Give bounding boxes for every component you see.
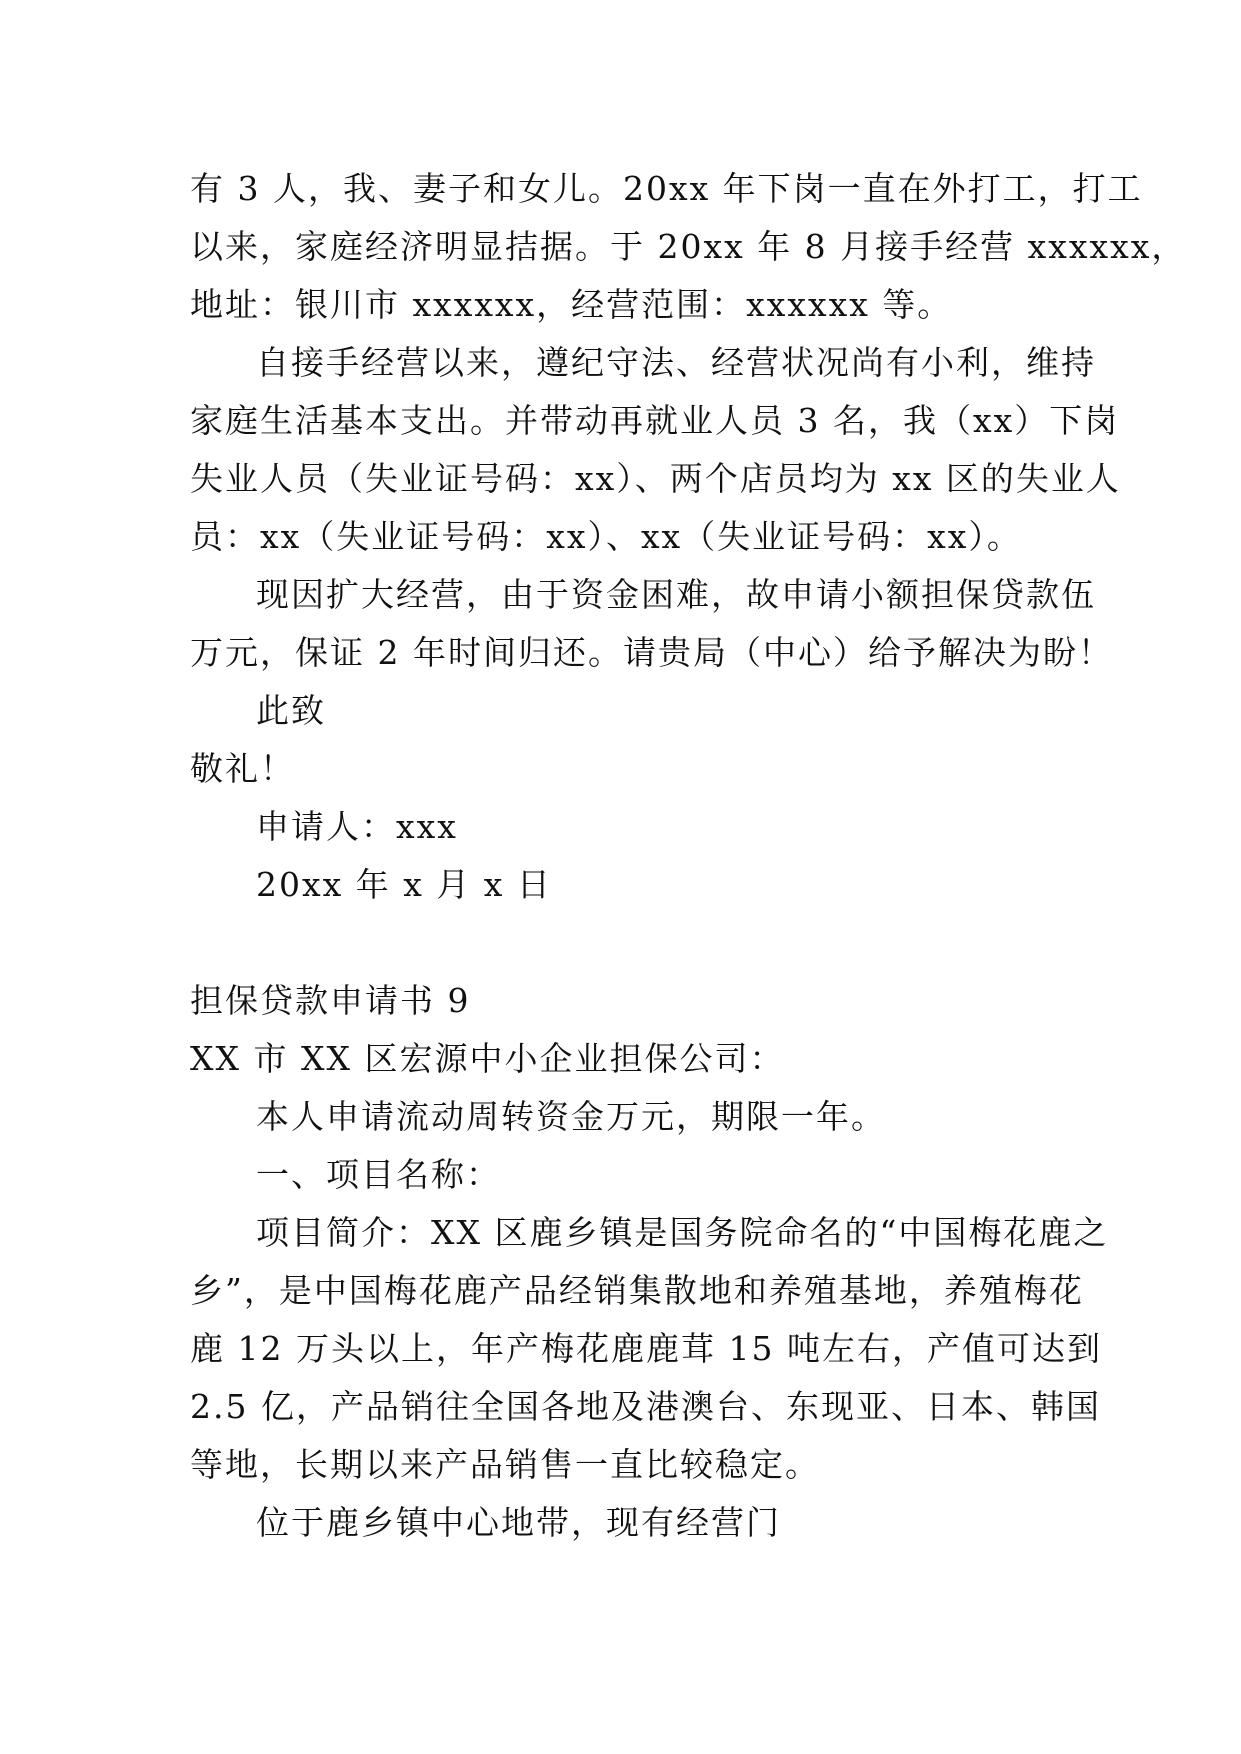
text-line: 地址：银川市 xxxxxx，经营范围：xxxxxx 等。: [190, 285, 953, 324]
text-line: 以来，家庭经济明显拮据。于 20xx 年 8 月接手经营 xxxxxx，: [190, 227, 1187, 266]
document-page: [190, 160, 1187, 1552]
text-line: 万元，保证 2 年时间归还。请贵局（中心）给予解决为盼！: [190, 633, 1113, 672]
addressee: XX 市 XX 区宏源中小企业担保公司：: [190, 1039, 785, 1078]
text-line: 项目简介：XX 区鹿乡镇是国务院命名的“中国梅花鹿之: [256, 1213, 1109, 1252]
text-line: 家庭生活基本支出。并带动再就业人员 3 名，我（xx）下岗: [190, 401, 1120, 440]
letter-date: 20xx 年 x 月 x 日: [256, 865, 552, 904]
closing-salutation: 此致: [256, 691, 326, 730]
text-line: 一、项目名称：: [256, 1155, 501, 1194]
section-title: 担保贷款申请书 9: [190, 981, 471, 1020]
applicant-signature: 申请人：xxx: [256, 807, 458, 846]
section-gap: [190, 914, 1070, 972]
text-line: 等地，长期以来产品销售一直比较稳定。: [190, 1445, 820, 1484]
text-line: 本人申请流动周转资金万元，期限一年。: [256, 1097, 886, 1136]
text-line: 位于鹿乡镇中心地带，现有经营门: [256, 1503, 781, 1542]
text-line: 鹿 12 万头以上，年产梅花鹿鹿茸 15 吨左右，产值可达到: [190, 1329, 1102, 1368]
text-line: 失业人员（失业证号码：xx）、两个店员均为 xx 区的失业人: [190, 459, 1121, 498]
text-line: 自接手经营以来，遵纪守法、经营状况尚有小利，维持: [256, 343, 1096, 382]
text-line: 乡”，是中国梅花鹿产品经销集散地和养殖基地，养殖梅花: [190, 1271, 1084, 1310]
closing-respect: 敬礼！: [190, 749, 295, 788]
text-line: 有 3 人，我、妻子和女儿。20xx 年下岗一直在外打工，打工: [190, 169, 1143, 208]
text-line: 2.5 亿，产品销往全国各地及港澳台、东现亚、日本、韩国: [190, 1387, 1101, 1426]
text-line: 员：xx（失业证号码：xx）、xx（失业证号码：xx）。: [190, 517, 1022, 556]
text-line: 现因扩大经营，由于资金困难，故申请小额担保贷款伍: [256, 575, 1096, 614]
